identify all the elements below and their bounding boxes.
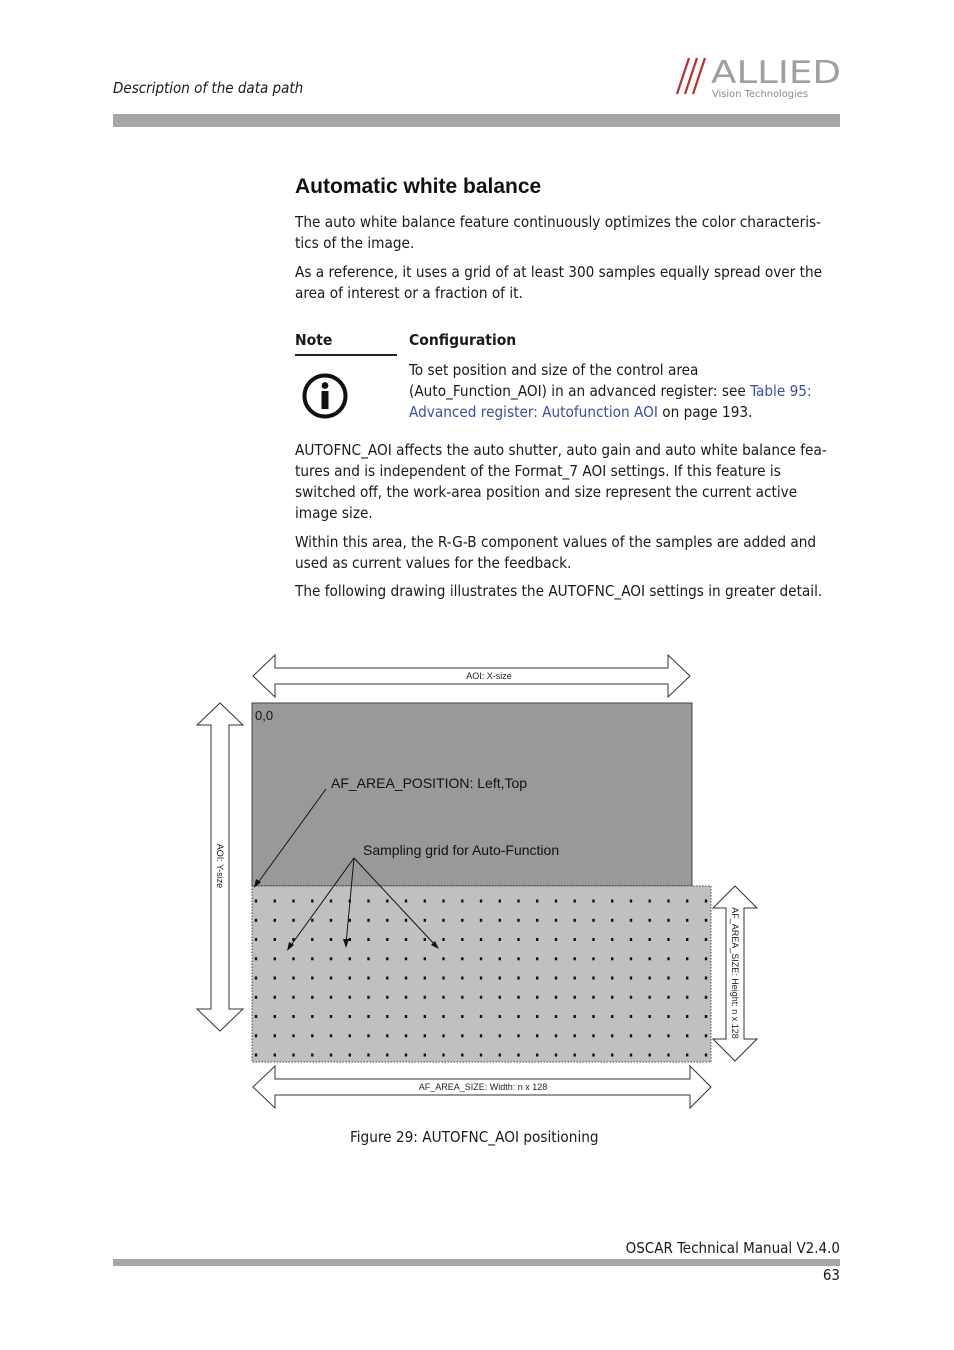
sample-dot (630, 900, 632, 903)
info-icon (301, 372, 349, 420)
sample-dot (480, 900, 482, 903)
sample-dot (311, 1054, 313, 1057)
sample-dot (274, 996, 276, 999)
sample-dot (461, 996, 463, 999)
sample-dot (517, 1015, 519, 1018)
manual-title: OSCAR Technical Manual V2.4.0 (625, 1239, 840, 1257)
sample-dot (255, 996, 257, 999)
paragraph-reference: As a reference, it uses a grid of at least 300 samples equally spread over the area of interest or a fraction of it. (295, 263, 823, 302)
sample-dot (330, 996, 332, 999)
sample-dot (255, 1054, 257, 1057)
sample-dot (461, 919, 463, 922)
sample-dot (349, 938, 351, 941)
sample-dot (349, 919, 351, 922)
sample-dot (649, 996, 651, 999)
sample-dot (461, 938, 463, 941)
paragraph-drawing-intro: The following drawing illustrates the AUTOFNC_AOI settings in greater detail. (295, 582, 823, 600)
sample-dot (461, 900, 463, 903)
aoi-area (252, 703, 692, 886)
sample-dot (499, 1034, 501, 1037)
sample-dot (555, 919, 557, 922)
sample-dot (405, 996, 407, 999)
sample-dot (686, 938, 688, 941)
paragraph-intro: The auto white balance feature continuously optimizes the color characteris- tics of the image. (295, 213, 822, 252)
sample-dot (349, 957, 351, 960)
sample-dot (592, 1054, 594, 1057)
sample-dot (611, 996, 613, 999)
sample-dot (592, 977, 594, 980)
page-number: 63 (822, 1266, 840, 1284)
sample-dot (611, 1034, 613, 1037)
sample-dot (649, 977, 651, 980)
sample-dot (517, 996, 519, 999)
sample-dot (517, 1054, 519, 1057)
sample-dot (330, 1054, 332, 1057)
sample-dot (499, 1054, 501, 1057)
sample-dot (649, 1015, 651, 1018)
sample-dot (405, 938, 407, 941)
sample-dot (592, 957, 594, 960)
sample-dot (555, 977, 557, 980)
sample-dot (330, 977, 332, 980)
sample-dot (330, 938, 332, 941)
sample-dot (536, 900, 538, 903)
sample-dot (442, 977, 444, 980)
sample-dot (686, 996, 688, 999)
sample-dot (442, 900, 444, 903)
sample-dot (667, 1034, 669, 1037)
sample-dot (686, 1054, 688, 1057)
sample-dot (574, 938, 576, 941)
sample-dot (611, 938, 613, 941)
sample-dot (424, 900, 426, 903)
sample-dot (555, 1015, 557, 1018)
sample-dot (442, 957, 444, 960)
sample-dot (424, 938, 426, 941)
sample-dot (386, 938, 388, 941)
sample-dot (424, 1015, 426, 1018)
sample-dot (555, 900, 557, 903)
sample-dot (574, 919, 576, 922)
sample-dot (705, 1054, 707, 1057)
sample-dot (292, 977, 294, 980)
sample-dot (555, 957, 557, 960)
sample-dot (386, 957, 388, 960)
sampling-label: Sampling grid for Auto-Function (363, 842, 560, 858)
sample-dot (480, 919, 482, 922)
sample-dot (461, 957, 463, 960)
sample-dot (686, 919, 688, 922)
autofnc-aoi-diagram (190, 645, 770, 1120)
sample-dot (274, 938, 276, 941)
sample-dot (705, 919, 707, 922)
sample-dot (330, 1034, 332, 1037)
sample-dot (292, 1054, 294, 1057)
sample-dot (705, 938, 707, 941)
sample-dot (311, 900, 313, 903)
sample-dot (686, 957, 688, 960)
paragraph-autofnc: AUTOFNC_AOI affects the auto shutter, auto gain and auto white balance fea- tures and is independent of the Format_7 AOI settings. If this feature is switched off, the work-area position and size represent the current active image size. (295, 441, 827, 522)
sample-dot (367, 900, 369, 903)
sample-dot (405, 1015, 407, 1018)
sample-dot (311, 977, 313, 980)
sample-dot (292, 900, 294, 903)
sample-dot (555, 1054, 557, 1057)
sample-dot (292, 1015, 294, 1018)
sample-dot (386, 977, 388, 980)
sample-dot (386, 919, 388, 922)
sample-dot (592, 900, 594, 903)
sample-dot (461, 1054, 463, 1057)
sample-dot (442, 919, 444, 922)
sample-dot (499, 1015, 501, 1018)
sample-dot (536, 938, 538, 941)
sample-dot (649, 938, 651, 941)
sample-dot (574, 957, 576, 960)
origin-label: 0,0 (255, 708, 274, 723)
sample-dot (367, 938, 369, 941)
sample-dot (442, 1015, 444, 1018)
sample-dot (649, 919, 651, 922)
sample-dot (442, 1054, 444, 1057)
sample-dot (667, 1054, 669, 1057)
header-rule (113, 114, 840, 127)
sample-dot (574, 900, 576, 903)
sample-dot (274, 977, 276, 980)
sample-dot (292, 957, 294, 960)
sample-dot (705, 977, 707, 980)
sample-dot (499, 977, 501, 980)
sample-dot (405, 1034, 407, 1037)
sample-dot (630, 977, 632, 980)
sample-dot (386, 996, 388, 999)
sample-dot (349, 1034, 351, 1037)
sample-dot (255, 919, 257, 922)
sample-dot (255, 977, 257, 980)
sample-dot (311, 957, 313, 960)
sample-dot (611, 900, 613, 903)
sample-dot (592, 1034, 594, 1037)
af-width-label: AF_AREA_SIZE: Width: n x 128 (418, 1082, 548, 1092)
sample-dot (405, 977, 407, 980)
sample-dot (611, 977, 613, 980)
section-heading: Automatic white balance (295, 175, 542, 198)
logo-tagline: Vision Technologies (712, 89, 808, 100)
sample-dot (667, 919, 669, 922)
sample-dot (574, 1034, 576, 1037)
sample-dot (349, 977, 351, 980)
sample-dot (611, 1054, 613, 1057)
note-body: To set position and size of the control area (Auto_Function_AOI) in an advanced register: see Table 95: Advanced register: Autofunction AOI on page 193. (409, 361, 812, 421)
af-position-label: AF_AREA_POSITION: Left,Top (331, 775, 528, 791)
sample-dot (630, 1015, 632, 1018)
footer-rule (113, 1259, 840, 1266)
sample-dot (311, 1034, 313, 1037)
sample-dot (386, 900, 388, 903)
aoi-y-label: AOI: Y-size (215, 843, 225, 889)
sample-dot (255, 957, 257, 960)
sample-dot (667, 957, 669, 960)
running-header: Description of the data path (113, 79, 304, 97)
sample-dot (536, 919, 538, 922)
sample-dot (255, 900, 257, 903)
figure-caption: Figure 29: AUTOFNC_AOI positioning (350, 1128, 599, 1146)
sample-dot (517, 938, 519, 941)
sample-dot (611, 919, 613, 922)
sample-dot (499, 900, 501, 903)
sample-dot (442, 938, 444, 941)
sample-dot (667, 938, 669, 941)
sample-dot (461, 1034, 463, 1037)
sample-dot (274, 1015, 276, 1018)
sample-dot (461, 977, 463, 980)
sample-dot (499, 919, 501, 922)
sample-dot (705, 996, 707, 999)
sample-dot (592, 919, 594, 922)
sample-dot (480, 996, 482, 999)
sample-dot (686, 977, 688, 980)
sample-dot (405, 957, 407, 960)
sample-dot (705, 900, 707, 903)
note-rule (295, 354, 397, 356)
sample-dot (424, 957, 426, 960)
sample-dot (630, 1034, 632, 1037)
sample-dot (386, 1015, 388, 1018)
sample-dot (667, 977, 669, 980)
sample-dot (592, 938, 594, 941)
sample-dot (424, 1054, 426, 1057)
sample-dot (255, 1015, 257, 1018)
sample-dot (499, 938, 501, 941)
sample-dot (536, 977, 538, 980)
sample-dot (592, 1015, 594, 1018)
sample-dot (274, 1054, 276, 1057)
note-title: Configuration (409, 331, 517, 349)
sample-dot (274, 919, 276, 922)
sample-dot (611, 957, 613, 960)
sample-dot (705, 1015, 707, 1018)
sample-dot (424, 996, 426, 999)
sample-dot (405, 1054, 407, 1057)
sample-dot (574, 1054, 576, 1057)
sample-dot (367, 1034, 369, 1037)
allied-logo (667, 52, 845, 102)
sample-dot (274, 957, 276, 960)
sample-dot (461, 1015, 463, 1018)
sample-dot (311, 919, 313, 922)
note-label: Note (295, 331, 333, 349)
sample-dot (311, 1015, 313, 1018)
sample-dot (349, 1054, 351, 1057)
sample-dot (611, 1015, 613, 1018)
sample-dot (686, 1034, 688, 1037)
sample-dot (424, 977, 426, 980)
sample-dot (536, 1034, 538, 1037)
logo-brand: ALLIED (711, 55, 841, 91)
sample-dot (292, 919, 294, 922)
sample-dot (386, 1054, 388, 1057)
sample-dot (311, 996, 313, 999)
sample-dot (292, 996, 294, 999)
sample-dot (480, 1015, 482, 1018)
sample-dot (630, 938, 632, 941)
sample-dot (330, 1015, 332, 1018)
sample-dot (349, 1015, 351, 1018)
sample-dot (367, 1054, 369, 1057)
sample-dot (686, 900, 688, 903)
sample-dot (367, 977, 369, 980)
sample-dot (424, 1034, 426, 1037)
sample-dot (405, 919, 407, 922)
sample-dot (536, 957, 538, 960)
sample-dot (292, 1034, 294, 1037)
sample-dot (686, 1015, 688, 1018)
table-link[interactable]: Table 95: (750, 382, 812, 400)
sample-dot (330, 919, 332, 922)
sample-dot (367, 919, 369, 922)
sample-dot (480, 1034, 482, 1037)
sample-dot (705, 1034, 707, 1037)
sample-dot (705, 957, 707, 960)
sample-dot (349, 996, 351, 999)
sample-dot (330, 957, 332, 960)
sample-dot (536, 996, 538, 999)
sample-dot (274, 1034, 276, 1037)
sample-dot (649, 900, 651, 903)
sample-dot (367, 996, 369, 999)
sample-dot (311, 938, 313, 941)
sample-dot (367, 1015, 369, 1018)
sample-dot (649, 1054, 651, 1057)
sample-dot (499, 957, 501, 960)
sample-dot (517, 900, 519, 903)
paragraph-rgb: Within this area, the R-G-B component values of the samples are added and used as current values for the feedback. (295, 533, 817, 572)
sample-dot (555, 1034, 557, 1037)
table-link-continued[interactable]: Advanced register: Autofunction AOI (409, 403, 658, 421)
sample-dot (442, 996, 444, 999)
sample-dot (424, 919, 426, 922)
sample-dot (630, 919, 632, 922)
sample-dot (574, 1015, 576, 1018)
sample-dot (480, 957, 482, 960)
sample-dot (649, 1034, 651, 1037)
sample-dot (630, 996, 632, 999)
sample-dot (555, 938, 557, 941)
sample-dot (536, 1054, 538, 1057)
sample-dot (480, 938, 482, 941)
sample-dot (386, 1034, 388, 1037)
sample-dot (517, 957, 519, 960)
sample-dot (255, 1034, 257, 1037)
sample-dot (574, 977, 576, 980)
sample-dot (555, 996, 557, 999)
sample-dot (630, 957, 632, 960)
sample-dot (499, 996, 501, 999)
sample-dot (517, 919, 519, 922)
sample-dot (592, 996, 594, 999)
sample-dot (667, 1015, 669, 1018)
sample-dot (480, 1054, 482, 1057)
sample-dot (536, 1015, 538, 1018)
sample-dot (517, 1034, 519, 1037)
sample-dot (630, 1054, 632, 1057)
sample-dot (649, 957, 651, 960)
sample-dot (517, 977, 519, 980)
sample-dot (274, 900, 276, 903)
sample-dot (442, 1034, 444, 1037)
sample-dot (667, 996, 669, 999)
aoi-x-label: AOI: X-size (466, 671, 512, 681)
sample-dot (330, 900, 332, 903)
sample-dot (480, 977, 482, 980)
sample-dot (255, 938, 257, 941)
sample-dot (574, 996, 576, 999)
af-height-label: AF_AREA_SIZE: Height: n x 128 (730, 907, 740, 1039)
sample-dot (367, 957, 369, 960)
sample-dot (667, 900, 669, 903)
sample-dot (405, 900, 407, 903)
